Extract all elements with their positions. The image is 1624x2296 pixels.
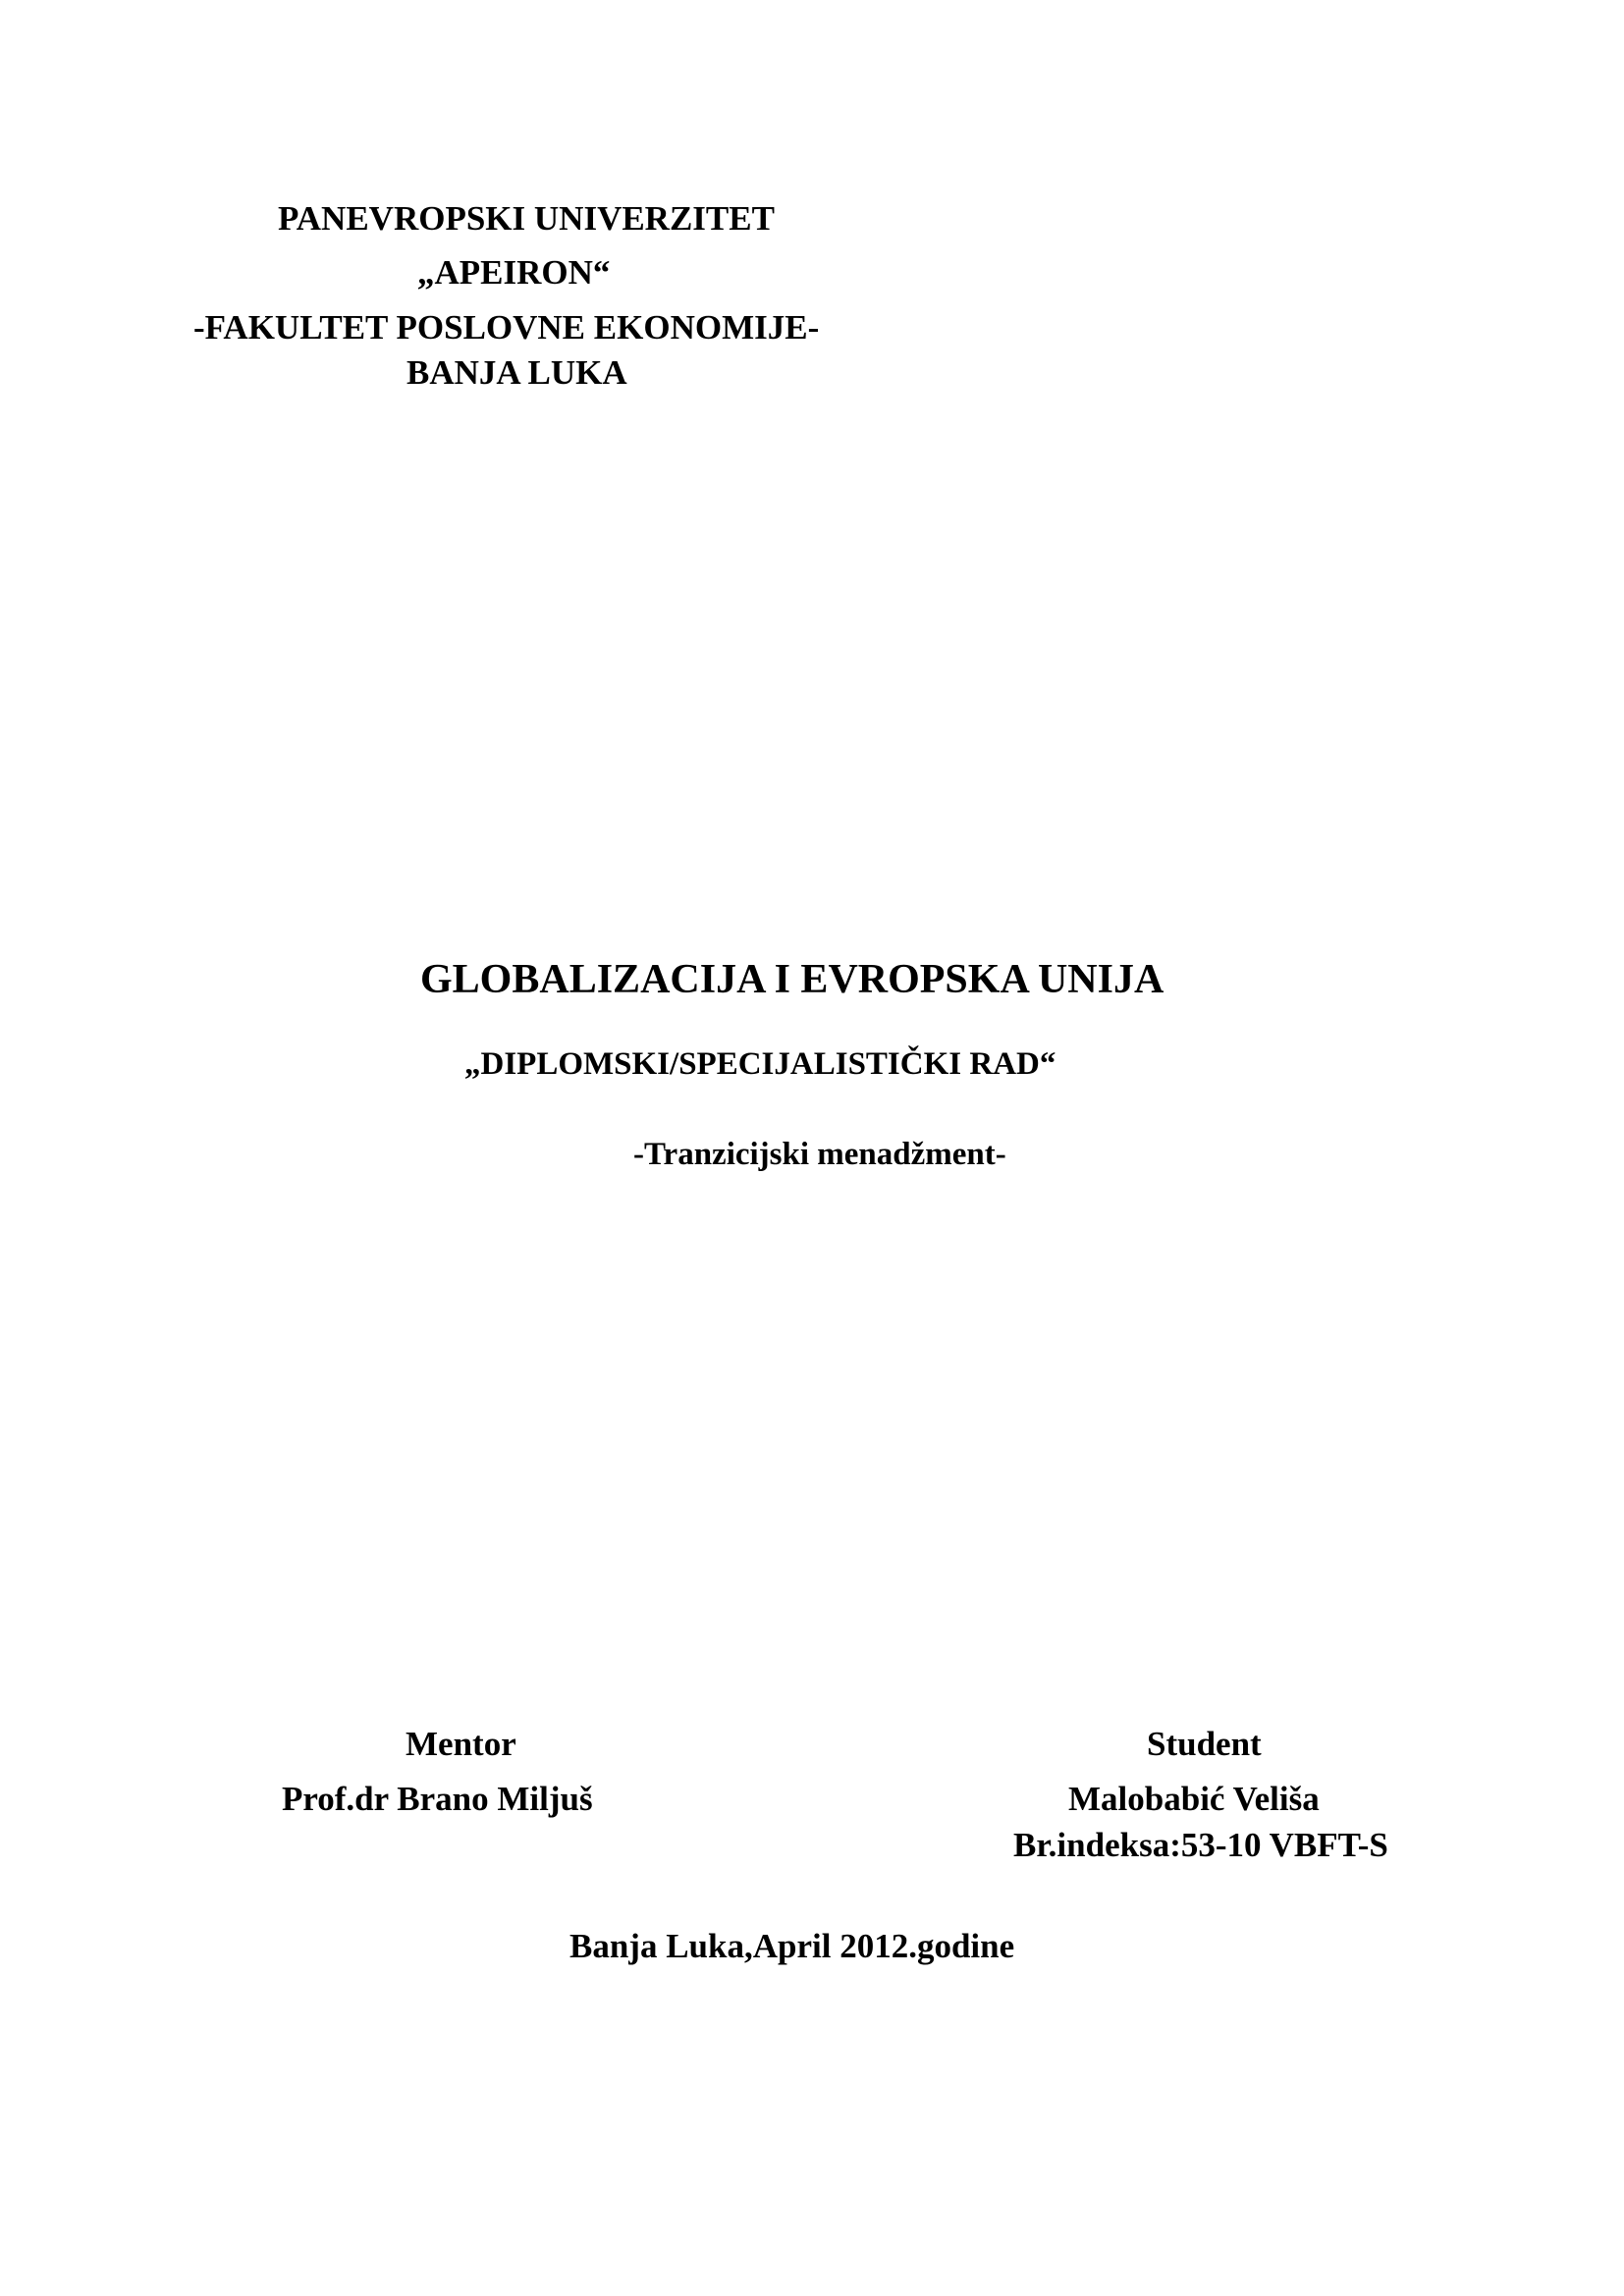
thesis-type: „DIPLOMSKI/SPECIJALISTIČKI RAD“: [464, 1046, 1056, 1082]
thesis-field: -Tranzicijski menadžment-: [633, 1137, 1006, 1172]
student-name: Malobabić Veliša: [1068, 1780, 1320, 1818]
university-city: BANJA LUKA: [406, 353, 627, 392]
thesis-title: GLOBALIZACIJA I EVROPSKA UNIJA: [420, 957, 1164, 1002]
university-name: PANEVROPSKI UNIVERZITET: [278, 199, 775, 238]
mentor-label: Mentor: [406, 1725, 516, 1763]
student-label: Student: [1147, 1725, 1262, 1763]
place-and-date: Banja Luka,April 2012.godine: [569, 1927, 1015, 1965]
student-index: Br.indeksa:53-10 VBFT-S: [1013, 1826, 1388, 1864]
mentor-name: Prof.dr Brano Miljuš: [282, 1780, 593, 1818]
university-apeiron: „APEIRON“: [417, 253, 611, 292]
faculty-name: -FAKULTET POSLOVNE EKONOMIJE-: [193, 308, 820, 347]
